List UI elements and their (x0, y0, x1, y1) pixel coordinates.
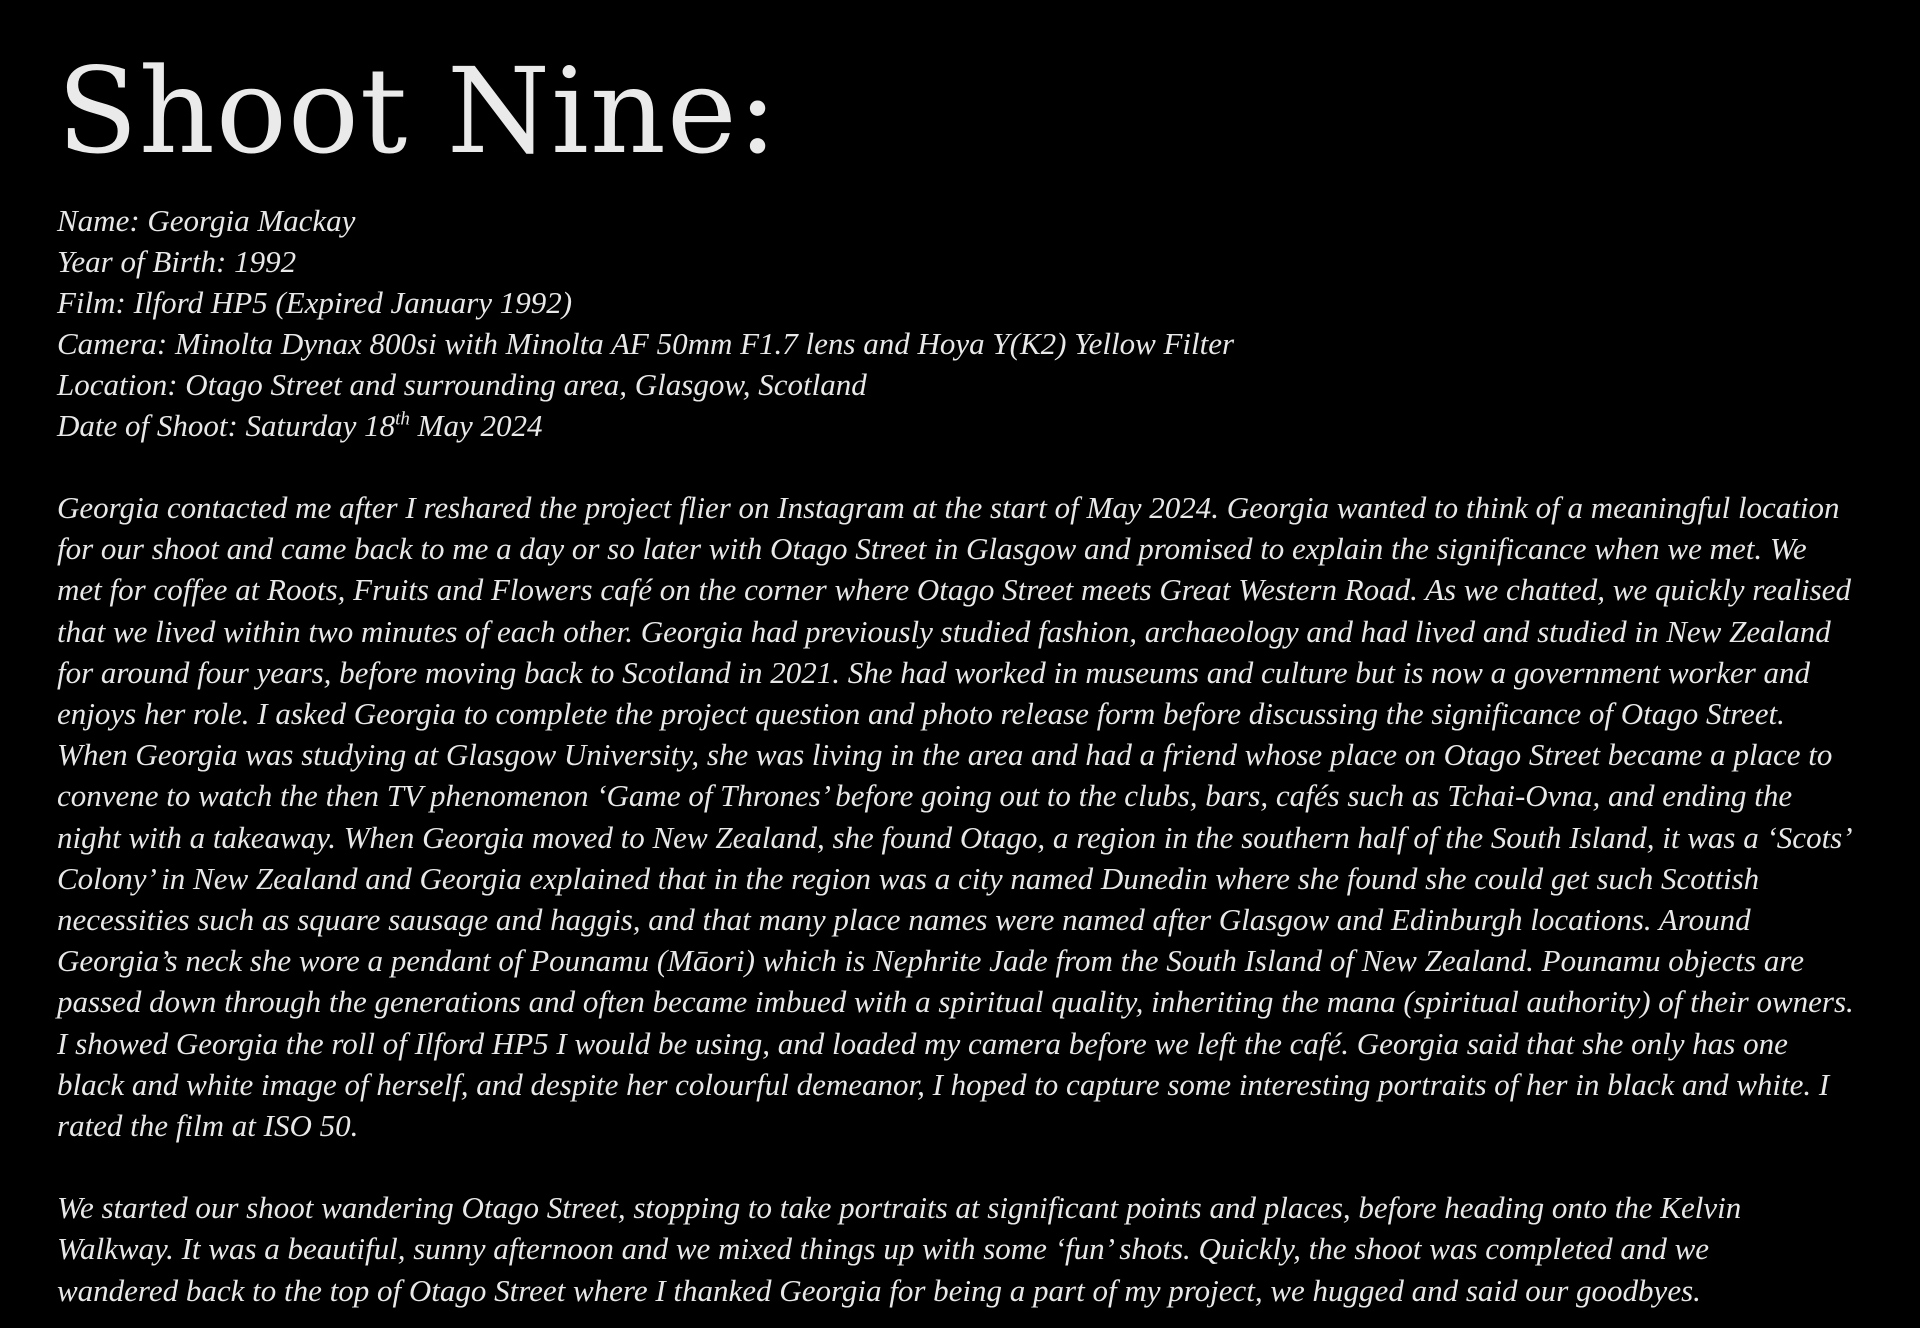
detail-year-of-birth: Year of Birth: 1992 (57, 244, 297, 279)
detail-film: Film: Ilford HP5 (Expired January 1992) (57, 285, 573, 320)
page-title: Shoot Nine: (57, 42, 779, 180)
detail-name: Name: Georgia Mackay (57, 203, 356, 238)
detail-date-prefix: Date of Shoot: Saturday 18 (57, 408, 396, 443)
document-page (57, 42, 1857, 1311)
detail-date-rest: May 2024 (409, 408, 543, 443)
shoot-details (57, 200, 1857, 446)
body-paragraph: Georgia contacted me after I reshared the project flier on Instagram at the start of May 2024. Georgia wanted to think of a meaningful location for our shoot and came back to me a day or so later with Otago Street in Glasgow and promised to explain the significance when we met. We met for coffee at Roots, Fruits and Flowers café on the corner where Otago Street meets Great Western Road. As we chatted, we quickly realised that we lived within two minutes of each other. Georgia had previously studied fashion, archaeology and had lived and studied in New Zealand for around four years, before moving back to Scotland in 2021. She had worked in museums and culture but is now a government worker and enjoys her role. I asked Georgia to complete the project question and photo release form before discussing the significance of Otago Street. When Georgia was studying at Glasgow University, she was living in the area and had a friend whose place on Otago Street became a place to convene to watch the then TV phenomenon ‘Game of Thrones’ before going out to the clubs, bars, cafés such as Tchai-Ovna, and ending the night with a takeaway. When Georgia moved to New Zealand, she found Otago, a region in the southern half of the South Island, it was a ‘Scots’ Colony’ in New Zealand and Georgia explained that in the region was a city named Dunedin where she found she could get such Scottish necessities such as square sausage and haggis, and that many place names were named after Glasgow and Edinburgh locations. Around Georgia’s neck she wore a pendant of Pounamu (Māori) which is Nephrite Jade from the South Island of New Zealand. Pounamu objects are passed down through the generations and often became imbued with a spiritual quality, inheriting the mana (spiritual authority) of their owners. I showed Georgia the roll of Ilford HP5 I would be using, and loaded my camera before we left the café. Georgia said that she only has one black and white image of herself, and despite her colourful demeanor, I hoped to capture some interesting portraits of her in black and white. I rated the film at ISO 50. (57, 490, 1854, 1144)
detail-location: Location: Otago Street and surrounding area, Glasgow, Scotland (57, 367, 867, 402)
detail-date (57, 405, 1857, 446)
detail-date-ordinal: th (395, 408, 410, 430)
body-paragraph: We started our shoot wandering Otago Street, stopping to take portraits at significant points and places, before heading onto the Kelvin Walkway. It was a beautiful, sunny afternoon and we mixed things up with some ‘fun’ shots. Quickly, the shoot was completed and we wandered back to the top of Otago Street where I thanked Georgia for being a part of my project, we hugged and said our goodbyes. (57, 1190, 1742, 1308)
detail-camera: Camera: Minolta Dynax 800si with Minolta AF 50mm F1.7 lens and Hoya Y(K2) Yellow Filter (57, 326, 1235, 361)
